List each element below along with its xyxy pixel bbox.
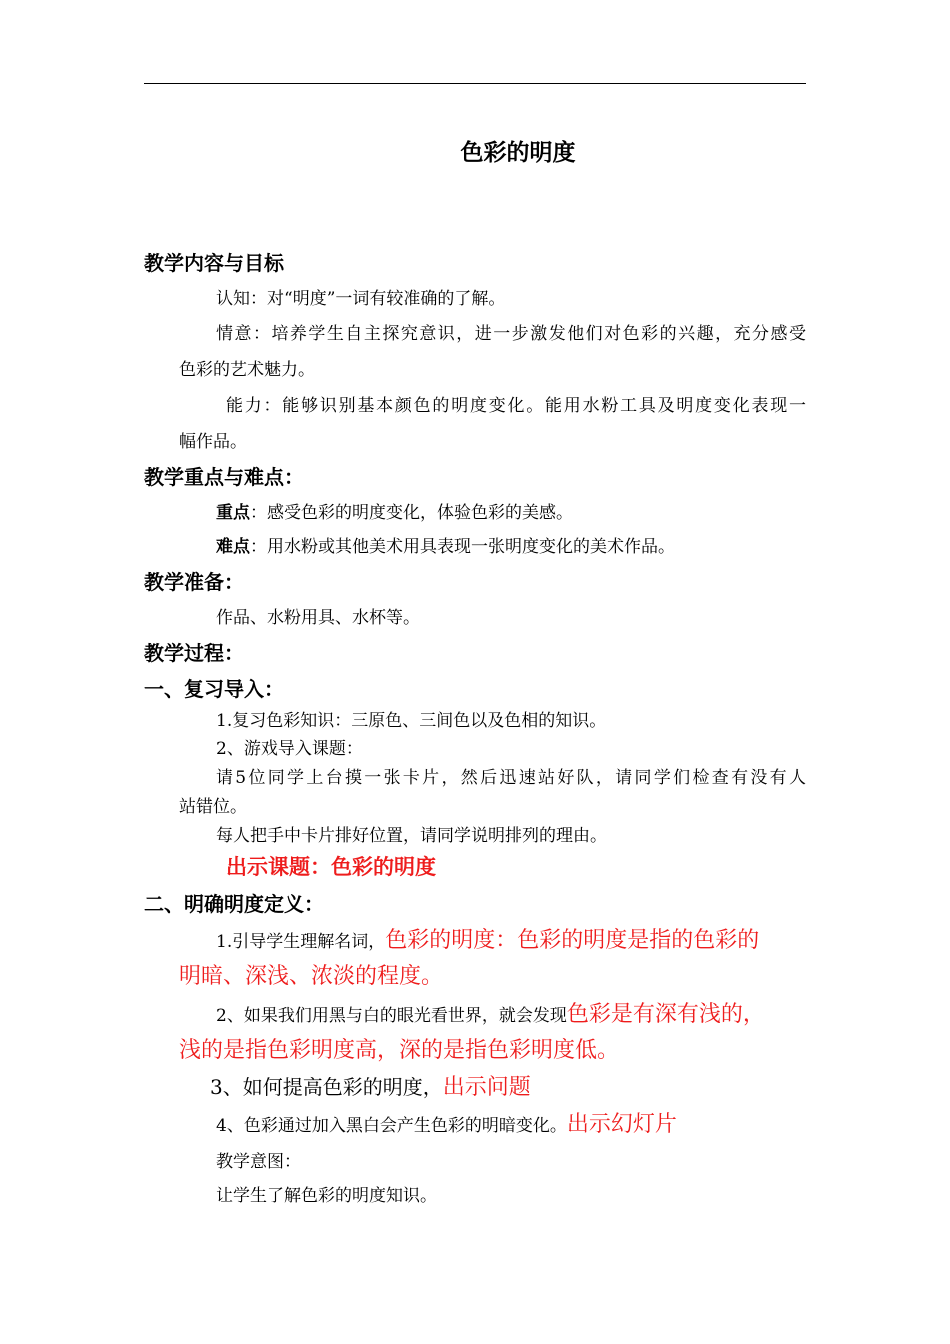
part-one-item3-line1: 请5位同学上台摸一张卡片，然后迅速站好队，请同学们检查有没有人 [216,768,806,788]
part-two-item2-red1: 色彩是有深有浅的， [566,1002,765,1027]
page-title: 色彩的明度 [460,140,576,166]
goals-heading: 教学内容与目标 [144,251,284,275]
goal-emotion-line1: 情意：培养学生自主探究意识，进一步激发他们对色彩的兴趣，充分感受 [216,324,806,344]
header-rule [144,83,806,84]
show-topic [226,853,436,883]
part-two-item1-line2 [179,962,443,993]
goal-ability-line1: 能力：能够识别基本颜色的明度变化。能用水粉工具及明度变化表现一 [226,396,806,416]
teaching-intent-label: 教学意图： [216,1152,301,1172]
part-two-item1-red1: 色彩的明度：色彩的明度是指的色彩的 [385,928,760,953]
part-one-item2: 2、游戏导入课题： [216,739,363,759]
difficulty-text: ：用水粉或其他美术用具表现一张明度变化的美术作品。 [250,537,675,557]
part-two-item2-line2 [179,1036,619,1067]
prep-items: 作品、水粉用具、水杯等。 [216,608,420,628]
process-heading: 教学过程： [144,641,244,665]
part-two-item4 [216,1110,677,1141]
goal-cognition: 认知：对“明度”一词有较准确的了解。 [216,289,506,309]
part-two-item2-red2: 浅的是指色彩明度高，深的是指色彩明度低。 [179,1038,620,1063]
goal-ability-line2: 幅作品。 [179,432,247,452]
key-text: ：感受色彩的明度变化，体验色彩的美感。 [250,503,573,523]
part-two-item1-line1 [216,926,759,957]
part-two-item4-prefix: 4、色彩通过加入黑白会产生色彩的明暗变化。 [216,1116,567,1136]
part-two-item1-red2: 明暗、深浅、浓淡的程度。 [179,964,444,989]
part-one-item1: 1.复习色彩知识：三原色、三间色以及色相的知识。 [216,711,607,731]
part-two-item2-line1 [216,1000,765,1031]
part-two-item4-red: 出示幻灯片 [566,1112,677,1137]
key-point-line [216,502,573,524]
part-one-heading: 一、复习导入： [144,677,284,701]
part-two-item3 [210,1072,531,1103]
keypoints-heading: 教学重点与难点： [144,465,304,489]
part-two-heading: 二、明确明度定义： [144,892,324,916]
teaching-intent-text: 让学生了解色彩的明度知识。 [216,1186,437,1206]
part-two-item1-prefix: 1.引导学生理解名词， [216,932,386,952]
part-two-item3-red: 出示问题 [442,1075,531,1100]
difficulty-label: 难点 [216,537,250,557]
difficulty-line [216,536,675,558]
part-one-item4: 每人把手中卡片排好位置，请同学说明排列的理由。 [216,826,607,846]
key-label: 重点 [216,503,250,523]
part-two-item3-prefix: 3、如何提高色彩的明度， [210,1075,443,1099]
goal-emotion-line2: 色彩的艺术魅力。 [179,360,315,380]
part-one-item3-line2: 站错位。 [179,797,247,817]
show-topic-text: 出示课题：色彩的明度 [226,855,436,879]
prep-heading: 教学准备： [144,570,244,594]
part-two-item2-prefix: 2、如果我们用黑与白的眼光看世界，就会发现 [216,1006,567,1026]
